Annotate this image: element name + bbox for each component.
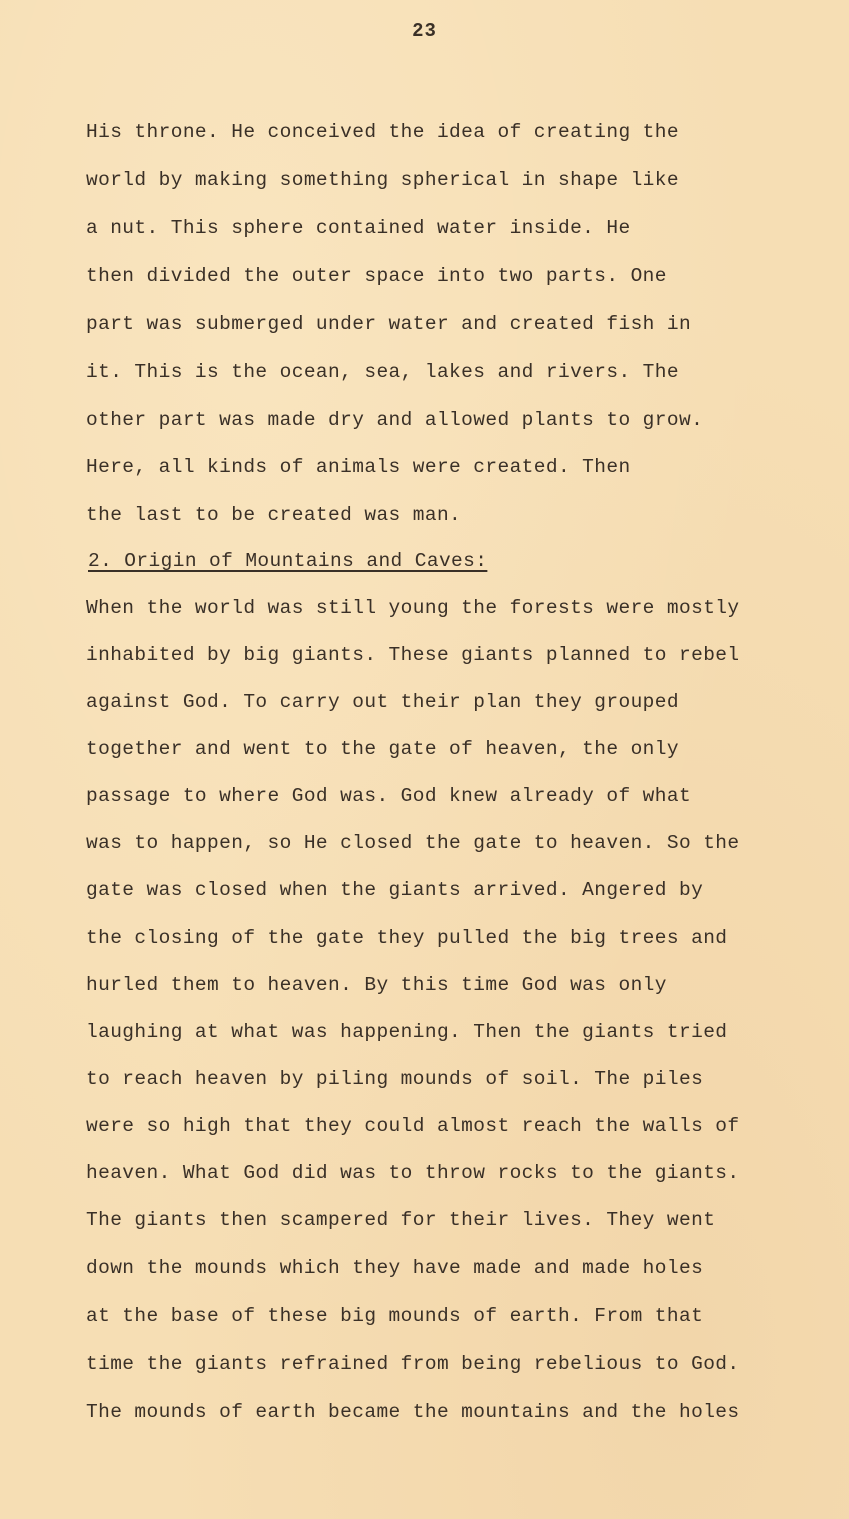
text-line: at the base of these big mounds of earth. From that (86, 1305, 704, 1327)
text-line: time the giants refrained from being rebelious to God. (86, 1353, 740, 1375)
text-line: against God. To carry out their plan they grouped (86, 691, 679, 713)
text-line: world by making something spherical in shape like (86, 169, 679, 191)
text-line: passage to where God was. God knew already of what (86, 785, 692, 807)
text-line: were so high that they could almost reach the walls of (86, 1115, 740, 1137)
text-line: then divided the outer space into two parts. One (86, 265, 667, 287)
text-line: Here, all kinds of animals were created. Then (86, 456, 631, 478)
text-line: other part was made dry and allowed plants to grow. (86, 409, 704, 431)
text-line: laughing at what was happening. Then the giants tried (86, 1021, 728, 1043)
text-line: a nut. This sphere contained water inside. He (86, 217, 631, 239)
text-line: hurled them to heaven. By this time God was only (86, 974, 667, 996)
text-line: down the mounds which they have made and made holes (86, 1257, 704, 1279)
text-line: it. This is the ocean, sea, lakes and rivers. The (86, 361, 679, 383)
text-line: When the world was still young the forests were mostly (86, 597, 740, 619)
text-line: gate was closed when the giants arrived. Angered by (86, 879, 704, 901)
page-number: 23 (412, 20, 437, 42)
text-line: to reach heaven by piling mounds of soil. The piles (86, 1068, 704, 1090)
text-line: the last to be created was man. (86, 504, 462, 526)
text-line: was to happen, so He closed the gate to heaven. So the (86, 832, 740, 854)
text-line: heaven. What God did was to throw rocks to the giants. (86, 1162, 740, 1184)
text-line: the closing of the gate they pulled the big trees and (86, 927, 728, 949)
text-line: The giants then scampered for their lives. They went (86, 1209, 716, 1231)
text-line: together and went to the gate of heaven, the only (86, 738, 679, 760)
text-line: The mounds of earth became the mountains and the holes (86, 1401, 740, 1423)
text-line: part was submerged under water and created fish in (86, 313, 692, 335)
text-line: His throne. He conceived the idea of creating the (86, 121, 679, 143)
section-heading: 2. Origin of Mountains and Caves: (88, 550, 488, 572)
text-line: inhabited by big giants. These giants planned to rebel (86, 644, 740, 666)
